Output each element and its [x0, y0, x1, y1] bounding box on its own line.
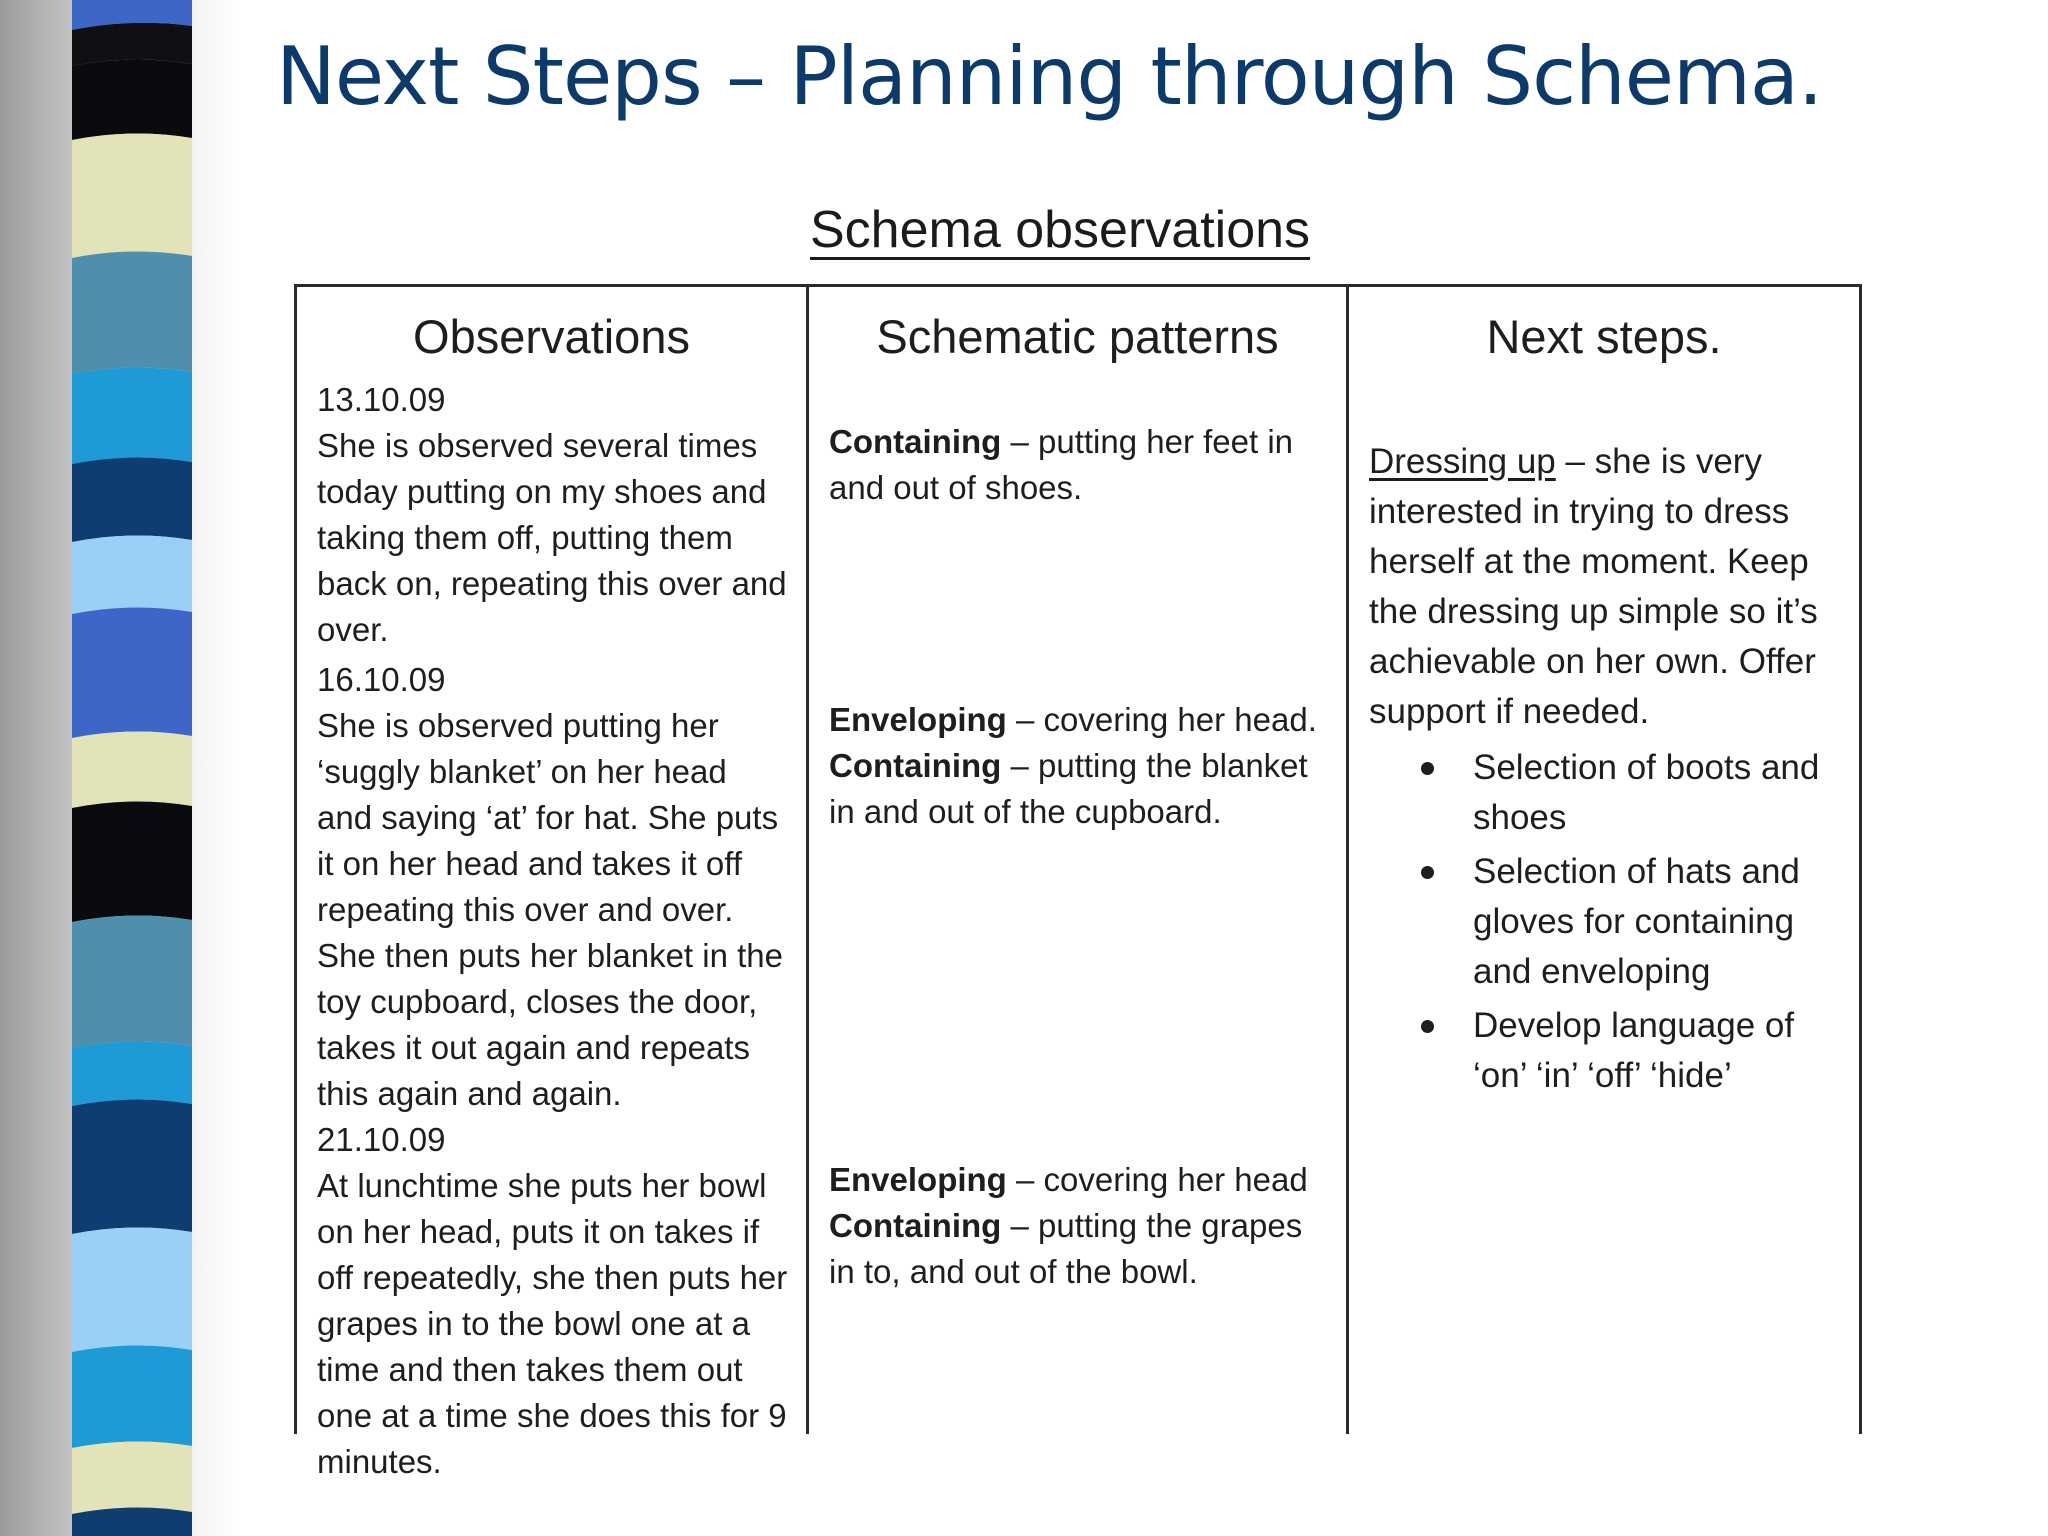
- next-steps-lead: Dressing up: [1369, 442, 1556, 481]
- pattern-label: Enveloping: [829, 701, 1007, 738]
- observation-text: At lunchtime she puts her bowl on her head, puts it on takes if off repeatedly, she then puts her grapes in to the bowl one at a time and then takes them out one at a time she does this for 9 minutes.: [317, 1167, 788, 1480]
- pattern-entry: [829, 697, 1329, 835]
- patterns-header: Schematic patterns: [876, 310, 1279, 363]
- pattern-line: [829, 697, 1329, 743]
- schema-table: [294, 284, 1864, 1480]
- observation-text: She is observed putting her ‘suggly blanket’ on her head and saying ‘at’ for hat. She puts it on her head and takes it off repeating this over and over. She then puts her blanket in the toy cupboard, closes the door, takes it out again and repeats this again and again.: [317, 707, 783, 1112]
- list-item: [1369, 1001, 1849, 1101]
- bullet-icon: [1421, 866, 1434, 879]
- pattern-line: [829, 743, 1329, 835]
- pattern-label: Containing: [829, 423, 1002, 460]
- observation-date: 21.10.09: [317, 1121, 446, 1158]
- observation-entry: [317, 657, 787, 1117]
- scanned-document: [270, 150, 1900, 1480]
- observation-date: 13.10.09: [317, 381, 446, 418]
- patterns-column: [806, 284, 1346, 1434]
- decorative-stripe-bar: [64, 0, 200, 1536]
- document-heading: Schema observations: [810, 201, 1311, 259]
- observations-column: [294, 284, 806, 1480]
- pattern-label: Containing: [829, 1207, 1002, 1244]
- pattern-text: – putting the blanket in and out of the cupboard.: [829, 747, 1308, 830]
- list-item-text: Selection of boots and shoes: [1473, 748, 1820, 837]
- next-steps-list: [1369, 743, 1849, 1101]
- observation-entry: [317, 1117, 797, 1485]
- next-steps-paragraph: [1369, 442, 1818, 731]
- bullet-icon: [1421, 1020, 1434, 1033]
- next-steps-entry: [1369, 437, 1849, 1105]
- pattern-text: – putting her feet in and out of shoes.: [829, 423, 1294, 506]
- next-steps-text: – she is very interested in trying to dress herself at the moment. Keep the dressing up simple so it’s achievable on her own. Offer support if needed.: [1369, 442, 1818, 731]
- pattern-text: – covering her head.: [1006, 701, 1317, 738]
- slide-title: Next Steps – Planning through Schema.: [276, 30, 1823, 123]
- pattern-label: Enveloping: [829, 1161, 1007, 1198]
- pattern-line: [829, 1203, 1329, 1295]
- observation-text: She is observed several times today putting on my shoes and taking them off, putting them back on, repeating this over and over.: [317, 427, 787, 648]
- observations-header: Observations: [413, 310, 690, 363]
- next-steps-column: [1346, 284, 1862, 1434]
- list-item: [1369, 847, 1849, 997]
- pattern-line: [829, 419, 1329, 511]
- pattern-text: – putting the grapes in to, and out of the bowl.: [829, 1207, 1303, 1290]
- observation-date: 16.10.09: [317, 661, 446, 698]
- list-item: [1369, 743, 1849, 843]
- pattern-text: – covering her head: [1006, 1161, 1308, 1198]
- pattern-entry: [829, 1157, 1329, 1295]
- list-item-text: Develop language of ‘on’ ‘in’ ‘off’ ‘hide’: [1473, 1006, 1795, 1095]
- observation-entry: [317, 377, 787, 653]
- next-steps-header: Next steps.: [1486, 310, 1722, 363]
- bullet-icon: [1421, 762, 1434, 775]
- list-item-text: Selection of hats and gloves for containing and enveloping: [1473, 852, 1800, 991]
- pattern-label: Containing: [829, 747, 1002, 784]
- pattern-entry: [829, 419, 1329, 511]
- pattern-line: [829, 1157, 1329, 1203]
